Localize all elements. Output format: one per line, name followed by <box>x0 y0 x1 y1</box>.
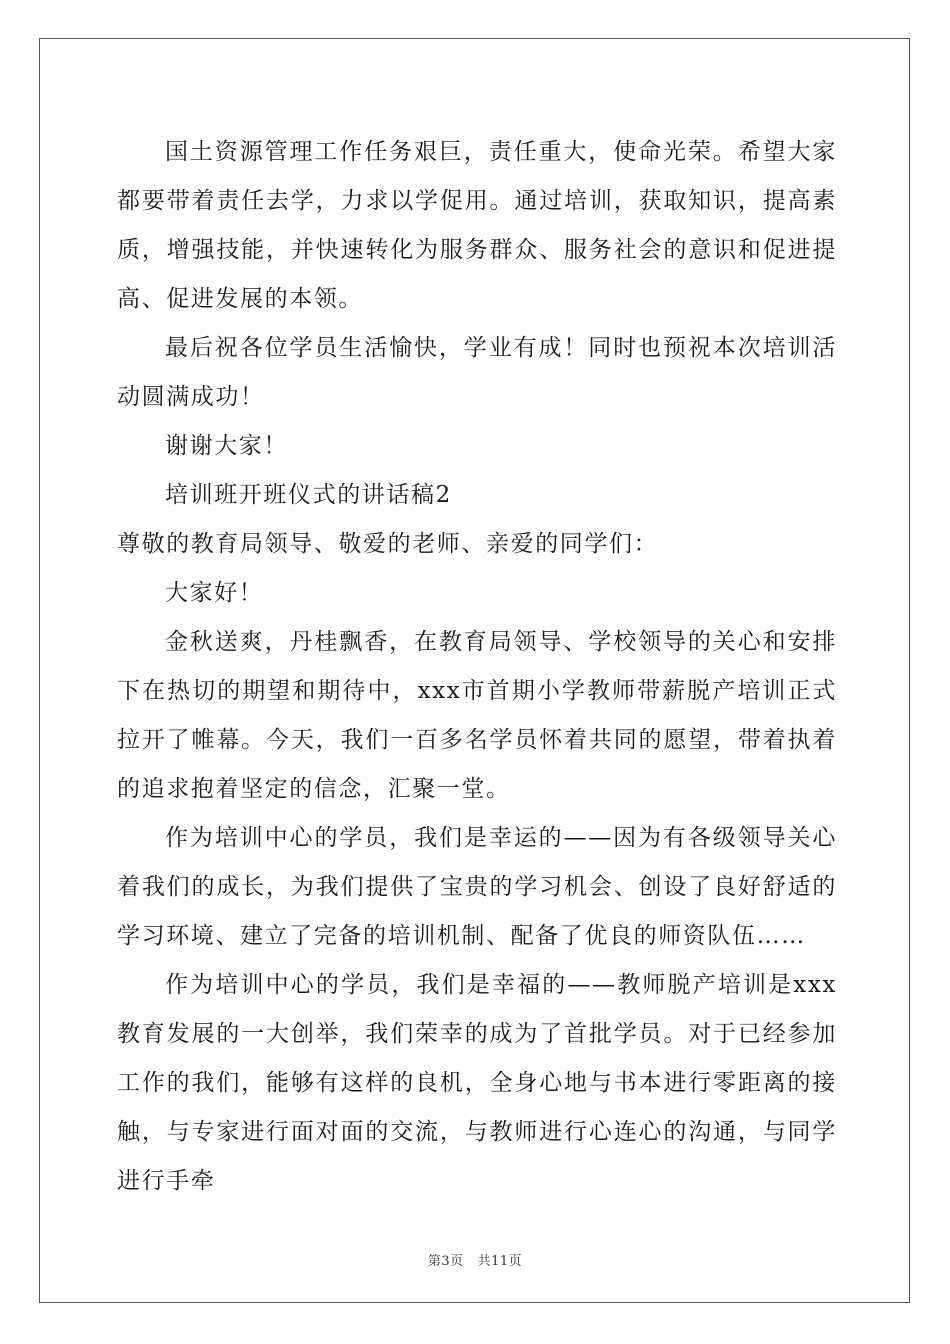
paragraph-9: 作为培训中心的学员，我们是幸福的——教师脱产培训是xxx教育发展的一大创举，我们荣幸的成为了首批学员。对于已经参加工作的我们，能够有这样的良机，全身心地与书本进行零距离的接触，与专家进行面对面的交流，与教师进行心连心的沟通，与同学进行手牵 <box>117 972 837 1194</box>
paragraph-7: 金秋送爽，丹桂飘香，在教育局领导、学校领导的关心和安排下在热切的期望和期待中，xxx市首期小学教师带薪脱产培训正式拉开了帷幕。今天，我们一百多名学员怀着共同的愿望，带着执着的追求抱着坚定的信念，汇聚一堂。 <box>117 629 837 802</box>
paragraph-8: 作为培训中心的学员，我们是幸运的——因为有各级领导关心着我们的成长，为我们提供了宝贵的学习机会、创设了良好舒适的学习环境、建立了完备的培训机制、配备了优良的师资队伍…… <box>117 825 837 949</box>
page-total: 共11页 <box>477 1254 523 1269</box>
paragraph-2: 最后祝各位学员生活愉快，学业有成！同时也预祝本次培训活动圆满成功！ <box>117 335 837 410</box>
salutation: 尊敬的教育局领导、敬爱的老师、亲爱的同学们： <box>117 531 659 557</box>
page-footer <box>0 1250 950 1269</box>
paragraph-3: 谢谢大家！ <box>165 433 288 459</box>
page-number: 第3页 <box>427 1254 464 1269</box>
section-heading: 培训班开班仪式的讲话稿2 <box>165 482 452 508</box>
document-body <box>117 128 837 1206</box>
greeting: 大家好！ <box>165 580 264 606</box>
paragraph-1: 国土资源管理工作任务艰巨，责任重大，使命光荣。希望大家都要带着责任去学，力求以学促用。通过培训，获取知识，提高素质，增强技能，并快速转化为服务群众、服务社会的意识和促进提高、促进发展的本领。 <box>117 139 837 312</box>
